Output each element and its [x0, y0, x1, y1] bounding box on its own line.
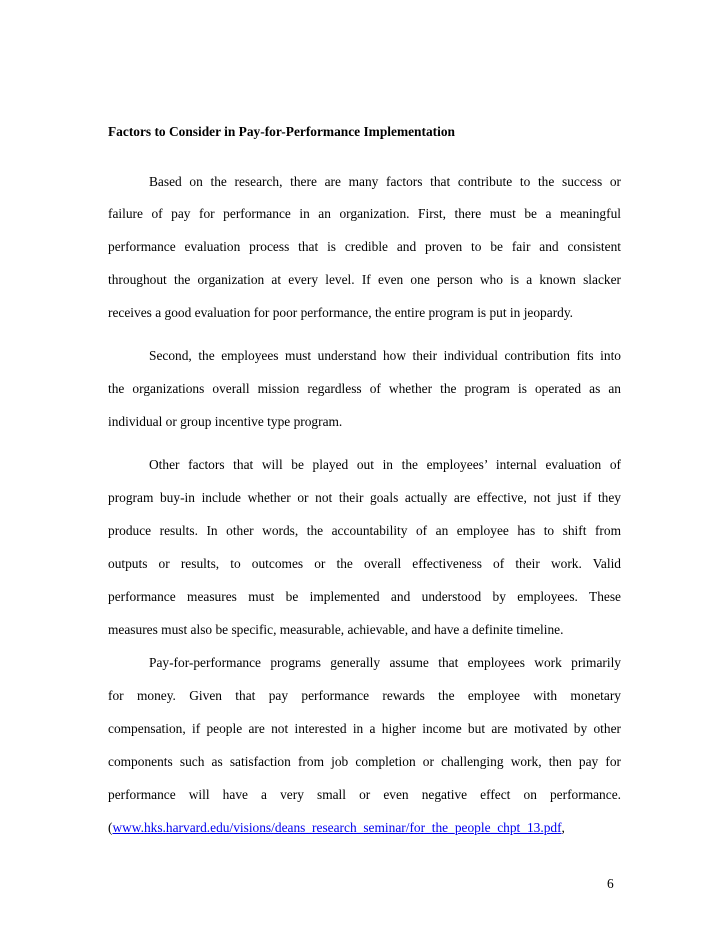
- paragraph-line: Based on the research, there are many factors that contribute to the success or: [149, 174, 621, 189]
- paragraph-line: measures must also be specific, measurable, achievable, and have a definite timeline.: [108, 622, 564, 637]
- paragraph-line: compensation, if people are not interested in a higher income but are motivated by other: [108, 721, 621, 736]
- paragraph-line: the organizations overall mission regardless of whether the program is operated as an: [108, 381, 621, 396]
- paragraph-line: Second, the employees must understand how their individual contribution fits into: [149, 348, 621, 363]
- citation-url-link[interactable]: www.hks.harvard.edu/visions/deans_research_seminar/for_the_people_chpt_13.pdf: [112, 820, 562, 835]
- paragraph-line: performance will have a very small or even negative effect on performance.: [108, 787, 621, 802]
- paragraph-line: outputs or results, to outcomes or the overall effectiveness of their work. Valid: [108, 556, 621, 571]
- paragraph-line: throughout the organization at every level. If even one person who is a known slacker: [108, 272, 621, 287]
- citation-line: [108, 820, 621, 836]
- paragraph-line: program buy-in include whether or not their goals actually are effective, not just if they: [108, 490, 621, 505]
- paragraph-line: components such as satisfaction from job completion or challenging work, then pay for: [108, 754, 621, 769]
- paragraph-line: performance evaluation process that is credible and proven to be fair and consistent: [108, 239, 621, 254]
- paragraph-line: receives a good evaluation for poor performance, the entire program is put in jeopardy.: [108, 305, 574, 320]
- paragraph-line: performance measures must be implemented and understood by employees. These: [108, 589, 621, 604]
- citation-trailing: ,: [561, 820, 565, 835]
- paragraph-line: for money. Given that pay performance rewards the employee with monetary: [108, 688, 621, 703]
- section-heading: Factors to Consider in Pay-for-Performance Implementation: [108, 124, 455, 139]
- paragraph-line: Other factors that will be played out in the employees’ internal evaluation of: [149, 457, 621, 472]
- paragraph-line: Pay-for-performance programs generally assume that employees work primarily: [149, 655, 621, 670]
- page-number: 6: [607, 876, 614, 891]
- citation-open-paren: (: [108, 820, 113, 835]
- paragraph-line: produce results. In other words, the accountability of an employee has to shift from: [108, 523, 621, 538]
- paragraph-line: failure of pay for performance in an organization. First, there must be a meaningful: [108, 206, 621, 221]
- paragraph-line: individual or group incentive type program.: [108, 414, 343, 429]
